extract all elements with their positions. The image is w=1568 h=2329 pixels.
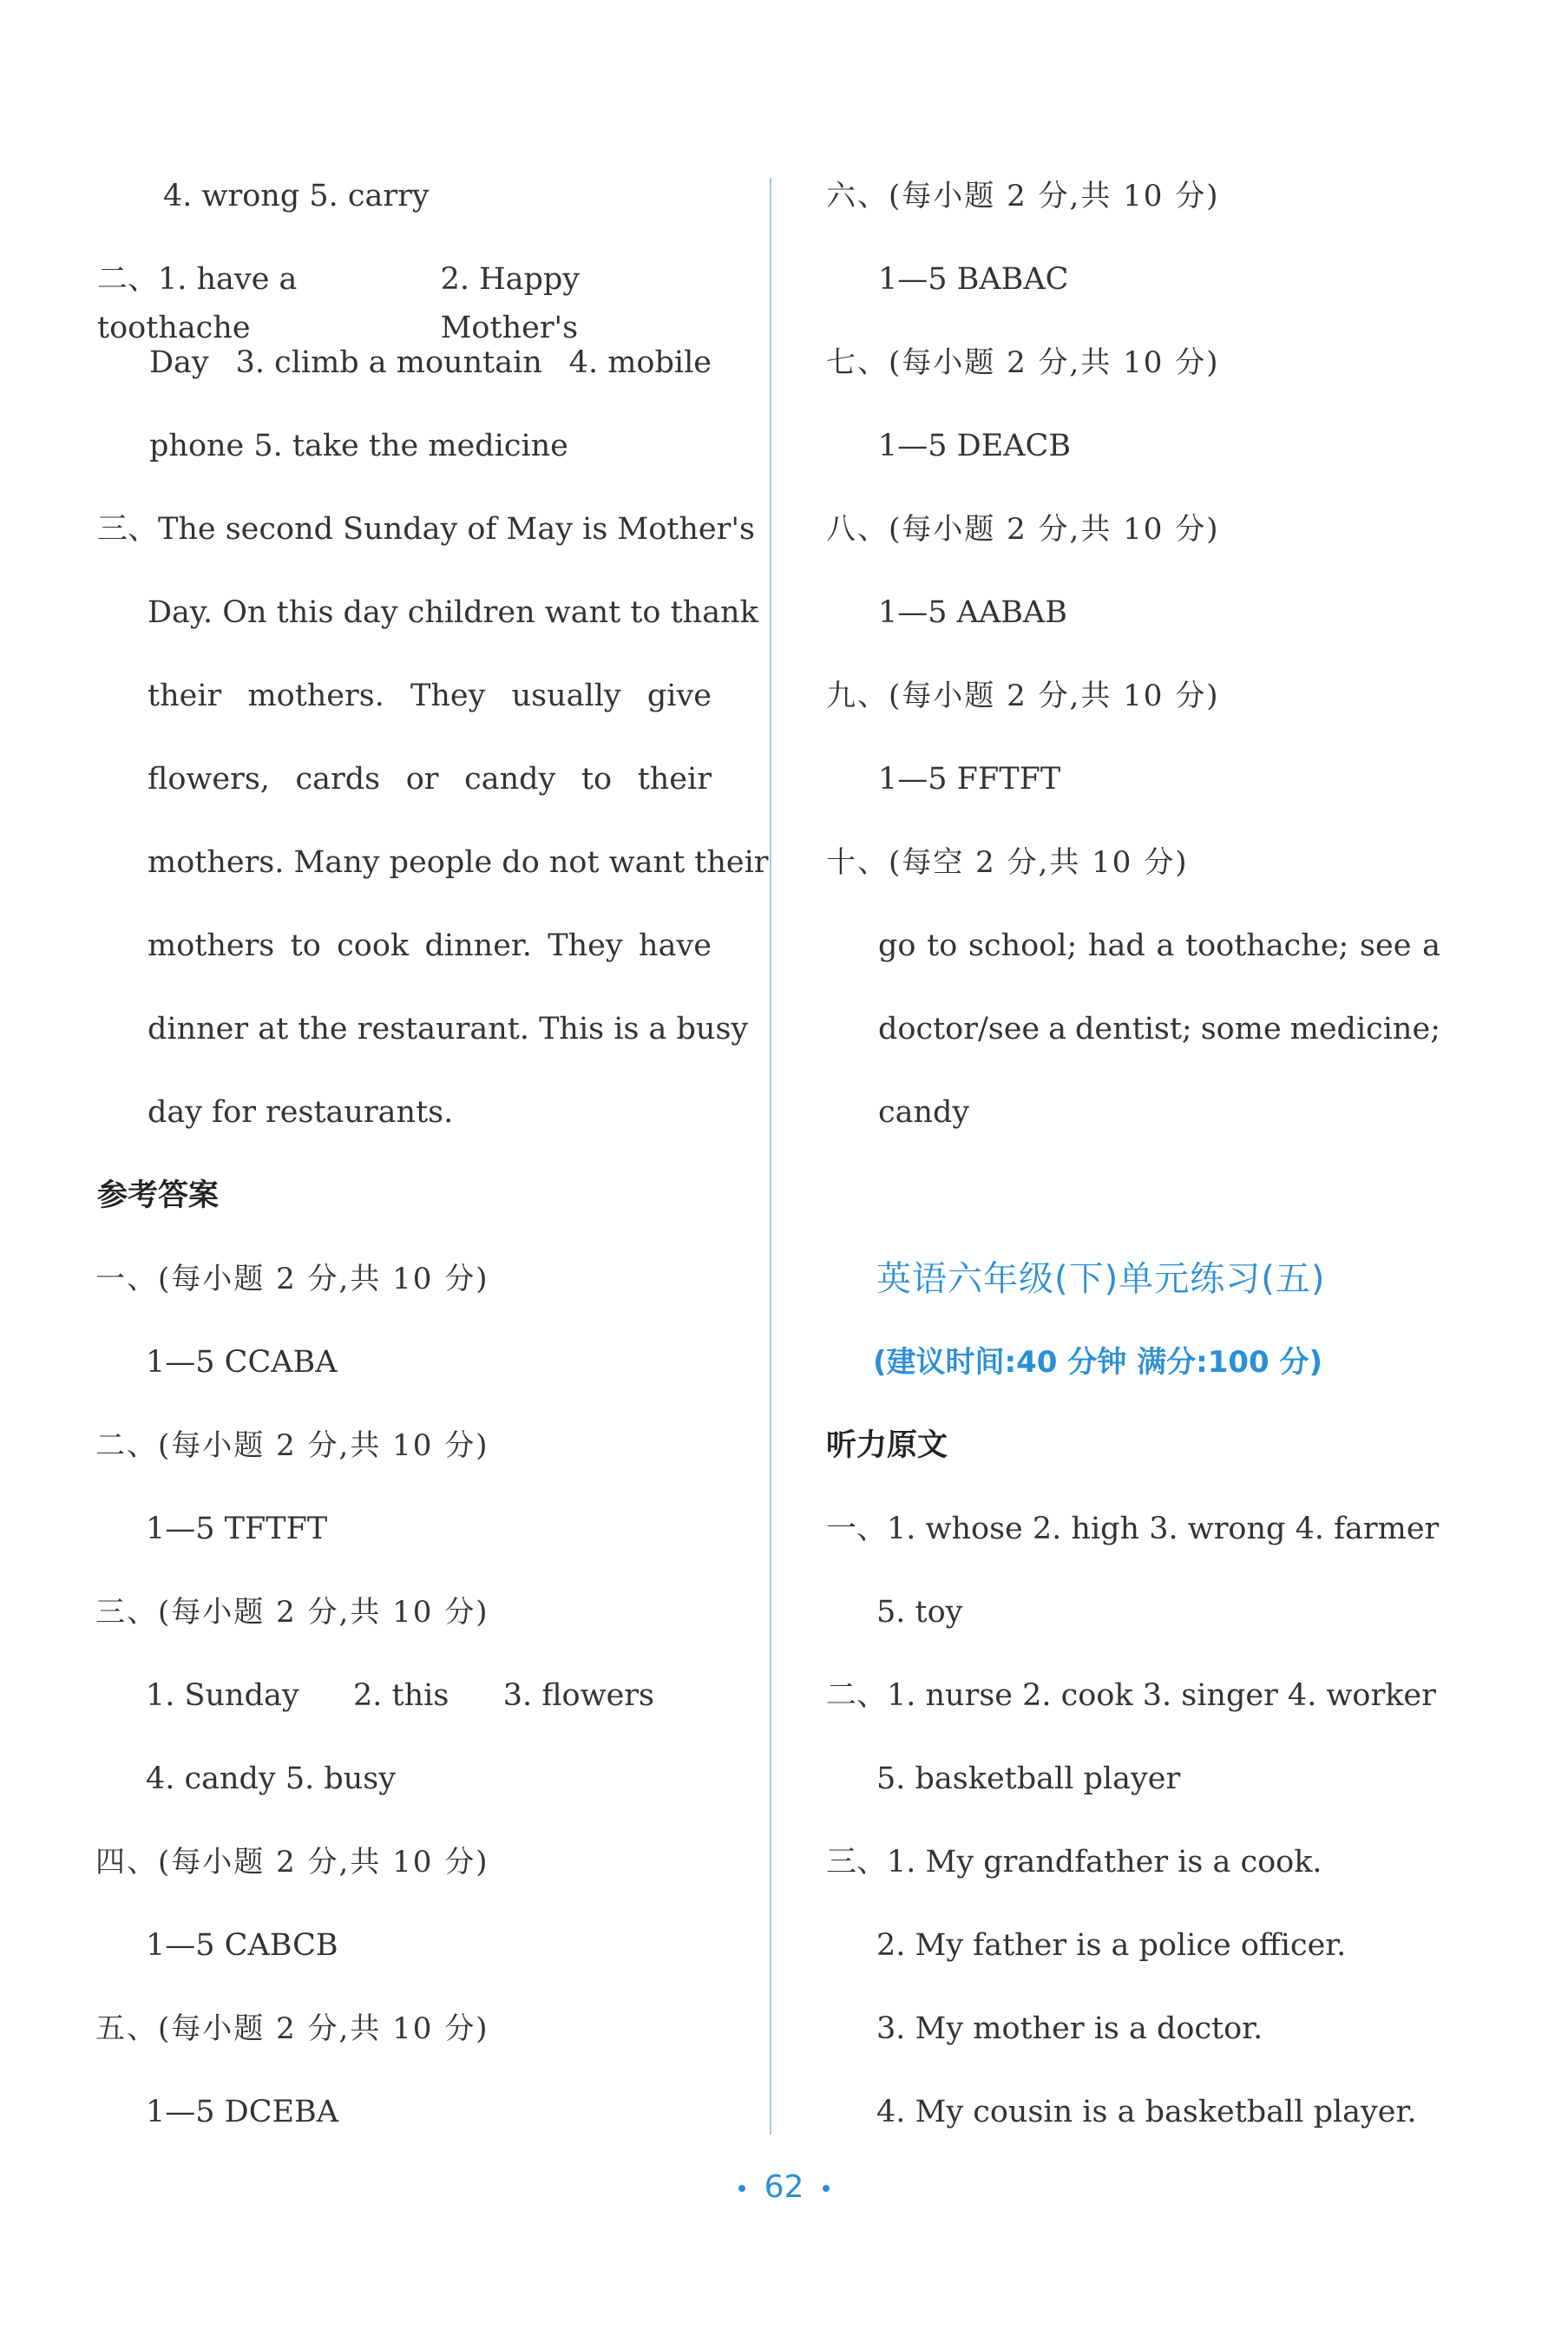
unit-title: 英语六年级(下)单元练习(五) xyxy=(876,1259,1326,1299)
answer-line: 二、1. have a toothache 2. Happy Mother's xyxy=(97,262,581,345)
answer-line: 1—5 AABAB xyxy=(878,595,1067,630)
bullet-dot-icon xyxy=(738,2185,745,2192)
transcript-line: 三、1. My grandfather is a cook. xyxy=(826,1845,1322,1880)
answer-line: 1—5 CABCB xyxy=(146,1928,338,1963)
answer-line: 1—5 FFTFT xyxy=(878,762,1061,797)
transcript-line: 一、1. whose 2. high 3. wrong 4. farmer xyxy=(826,1512,1440,1546)
section-header: 九、(每小题 2 分,共 10 分) xyxy=(826,679,1220,713)
answer-line: 4. wrong 5. carry xyxy=(163,179,430,213)
section-header: 七、(每小题 2 分,共 10 分) xyxy=(826,345,1220,380)
section-header: 四、(每小题 2 分,共 10 分) xyxy=(95,1845,489,1880)
answer-line: 1—5 TFTFT xyxy=(146,1512,328,1546)
section-header: 三、(每小题 2 分,共 10 分) xyxy=(95,1595,489,1630)
passage-line: mothers to cook dinner. They have xyxy=(148,928,712,963)
answer-line: phone 5. take the medicine xyxy=(149,429,568,463)
answer-line: Day 3. climb a mountain 4. mobile xyxy=(149,345,712,380)
passage-line: their mothers. They usually give xyxy=(148,679,712,713)
answer-line: 1—5 BABAC xyxy=(878,262,1069,297)
page-number: 62 xyxy=(0,2169,1568,2205)
passage-line: day for restaurants. xyxy=(148,1095,454,1130)
section-header: 五、(每小题 2 分,共 10 分) xyxy=(95,2011,489,2046)
passage-line: dinner at the restaurant. This is a busy xyxy=(148,1012,749,1046)
section-header: 二、(每小题 2 分,共 10 分) xyxy=(95,1428,489,1463)
answer-line: 1—5 CCABA xyxy=(146,1345,338,1380)
transcript-line: 二、1. nurse 2. cook 3. singer 4. worker xyxy=(826,1678,1436,1713)
section-header: 八、(每小题 2 分,共 10 分) xyxy=(826,512,1220,547)
section-header: 十、(每空 2 分,共 10 分) xyxy=(826,845,1189,880)
answer-line: go to school; had a toothache; see a xyxy=(878,928,1440,963)
answer-line: 1—5 DCEBA xyxy=(146,2095,339,2129)
section-header: 六、(每小题 2 分,共 10 分) xyxy=(826,179,1220,213)
listening-heading: 听力原文 xyxy=(826,1428,948,1463)
passage-line: 三、The second Sunday of May is Mother's xyxy=(97,512,755,547)
column-divider xyxy=(770,178,771,2135)
passage-line: Day. On this day children want to thank xyxy=(148,595,758,630)
transcript-line: 3. My mother is a doctor. xyxy=(876,2011,1263,2046)
transcript-line: 2. My father is a police officer. xyxy=(876,1928,1347,1963)
bullet-dot-icon xyxy=(823,2185,830,2192)
transcript-line: 4. My cousin is a basketball player. xyxy=(876,2095,1417,2129)
answer-line: candy xyxy=(878,1095,970,1130)
answer-line: doctor/see a dentist; some medicine; xyxy=(878,1012,1440,1046)
transcript-line: 5. basketball player xyxy=(876,1762,1181,1796)
passage-line: mothers. Many people do not want their xyxy=(148,845,769,880)
passage-line: flowers, cards or candy to their xyxy=(148,762,712,797)
section-header: 一、(每小题 2 分,共 10 分) xyxy=(95,1262,489,1296)
answer-line: 4. candy 5. busy xyxy=(146,1762,397,1796)
unit-subtitle: (建议时间:40 分钟 满分:100 分) xyxy=(873,1345,1323,1380)
answer-line: 1. Sunday 2. this 3. flowers xyxy=(146,1678,654,1713)
transcript-line: 5. toy xyxy=(876,1595,963,1630)
reference-answers-heading: 参考答案 xyxy=(97,1178,220,1213)
answer-line: 1—5 DEACB xyxy=(878,429,1072,463)
